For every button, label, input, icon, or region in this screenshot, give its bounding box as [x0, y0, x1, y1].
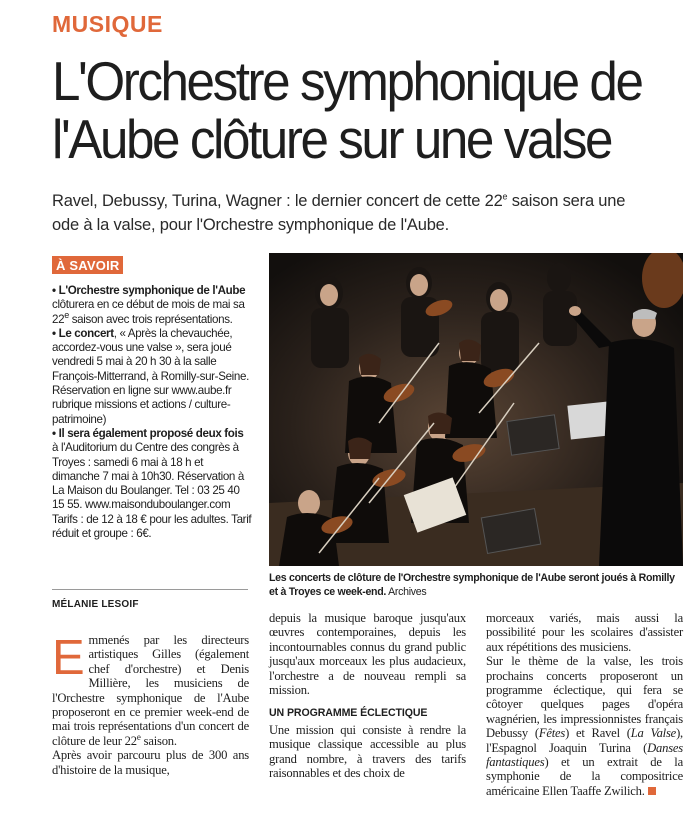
byline-rule [52, 589, 248, 590]
subheading: UN PROGRAMME ÉCLECTIQUE [269, 707, 428, 720]
headline-line-1: L'Orchestre symphonique de [52, 50, 642, 112]
orchestra-photo [269, 253, 683, 566]
headline-line-2: l'Aube clôture sur une valse [52, 108, 612, 170]
lead-text-b: saison sera une ode à la valse, pour l'Orchestre symphonique de l'Aube. [52, 192, 626, 234]
end-of-article-mark [648, 787, 656, 795]
savoir-item-3-text: à l'Auditorium du Centre des congrès à Troyes : samedi 6 mai à 18 h et dimanche 7 mai à 10h30. Réservation à La Maison du Boulanger. Tel : 03 25 40 15 55. www.maisonduboulanger.com Tarifs : de 12 à 18 € pour les adultes. Tarif réduit et groupe : 6€. [52, 441, 252, 541]
savoir-item-1: • L'Orchestre symphonique de l'Aube clôturera en ce début de mois de mai sa 22e saison avec trois représentations. [52, 284, 246, 326]
article-column-2 [269, 611, 466, 780]
article-lead [52, 189, 632, 237]
paragraph-6-text-d: ) et un extrait de la symphonie de la compositrice américaine Ellen Taaffe Zwilich. [486, 755, 683, 798]
paragraph-4: Une mission qui consiste à rendre la musique classique accessible au plus grand nombre, à travers des tarifs raisonnables et des choix de [269, 722, 466, 781]
article-column-1 [52, 633, 249, 777]
savoir-item-2: • Le concert, « Après la chevauchée, accordez-vous une valse », sera joué vendredi 5 mai à 20 h 30 à la salle François-Mitterrand, à Romilly-sur-Seine. Réservation en ligne sur www.aube.fr rubrique missions et actions / culture-patrimoine) [52, 326, 249, 426]
savoir-item-1-sup: e [64, 309, 69, 320]
paragraph-1-sup: e [136, 731, 141, 742]
work-title-la-valse: La Valse [630, 726, 677, 741]
work-title-danses: Danses fantastiques [486, 740, 683, 770]
savoir-item-3: • Il sera également proposé deux fois à l'Auditorium du Centre des congrès à Troyes : samedi 6 mai à 18 h et dimanche 7 mai à 10h30. Réservation à La Maison du Boulanger. Tel : 03 25 40 15 55. www.maisonduboulanger.com Tarifs : de 12 à 18 € pour les adultes. Tarif réduit et groupe : 6€. [52, 426, 252, 541]
photo-credit: Archives [386, 586, 427, 598]
paragraph-6-text-c: ), l'Espagnol Joaquin Turina ( [486, 726, 684, 755]
paragraph-1 [52, 633, 249, 748]
a-savoir-box [52, 284, 252, 541]
savoir-item-1-text-b: saison avec trois représentations. [68, 312, 233, 326]
paragraph-3: depuis la musique baroque jusqu'aux œuvres contemporaines, depuis les incontournables connus du grand public jusqu'aux morceaux les plus audacieux, l'orchestre a de nouveau rempli sa mission. [269, 611, 466, 698]
section-rubric: MUSIQUE [52, 11, 163, 37]
savoir-item-1-bold: L'Orchestre symphonique de l'Aube [58, 284, 246, 297]
drop-cap: E [52, 631, 85, 685]
caption-text: Les concerts de clôture de l'Orchestre symphonique de l'Aube seront joués à Romilly et à Troyes ce week-end. [269, 572, 675, 598]
work-title-fetes: Fêtes [538, 726, 566, 741]
photo-caption [269, 571, 683, 599]
savoir-item-2-bold: Le concert [58, 326, 114, 340]
paragraph-6-text-b: ) et Ravel ( [565, 726, 631, 741]
paragraph-1-end: saison. [140, 733, 177, 748]
lead-text-a: Ravel, Debussy, Turina, Wagner : le dernier concert de cette 22 [52, 192, 503, 210]
paragraph-5: morceaux variés, mais aussi la possibilité pour les scolaires d'assister aux répétitions des musiciens. [486, 611, 683, 654]
paragraph-2: Après avoir parcouru plus de 300 ans d'histoire de la musique, [52, 748, 249, 777]
savoir-item-3-bold: Il sera également proposé deux fois [58, 426, 244, 440]
lead-sup: e [502, 191, 508, 202]
orchestra-photo-illustration [269, 253, 683, 566]
author-byline: MÉLANIE LESOIF [52, 599, 139, 610]
paragraph-6-text-a: Sur le thème de la valse, les trois prochains concerts proposeront un programme éclectique, qui fera se côtoyer quelques pages d'opéra wagnérien, les impressionnistes français Debussy ( [486, 654, 683, 741]
paragraph-6 [486, 654, 683, 798]
savoir-item-1-text: clôturera en ce début de mois de mai sa 22 [52, 298, 245, 326]
paragraph-1-text: mmenés par les directeurs artistiques Gilles (également chef d'orchestre) et Denis Millière, les musiciens de l'Orchestre symphonique de l'Aube proposeront en ce premier week-end de mai trois représentations d'un concert de clôture de leur 22 [52, 633, 249, 748]
savoir-item-2-text: , « Après la chevauchée, accordez-vous une valse », sera joué vendredi 5 mai à 20 h 30 à la salle François-Mitterrand, à Romilly-sur-Seine. Réservation en ligne sur www.aube.fr rubrique missions et actions / culture-patrimoine) [52, 326, 249, 426]
a-savoir-tag: À SAVOIR [52, 256, 123, 274]
article-column-3 [486, 611, 683, 798]
article-headline [52, 52, 647, 168]
